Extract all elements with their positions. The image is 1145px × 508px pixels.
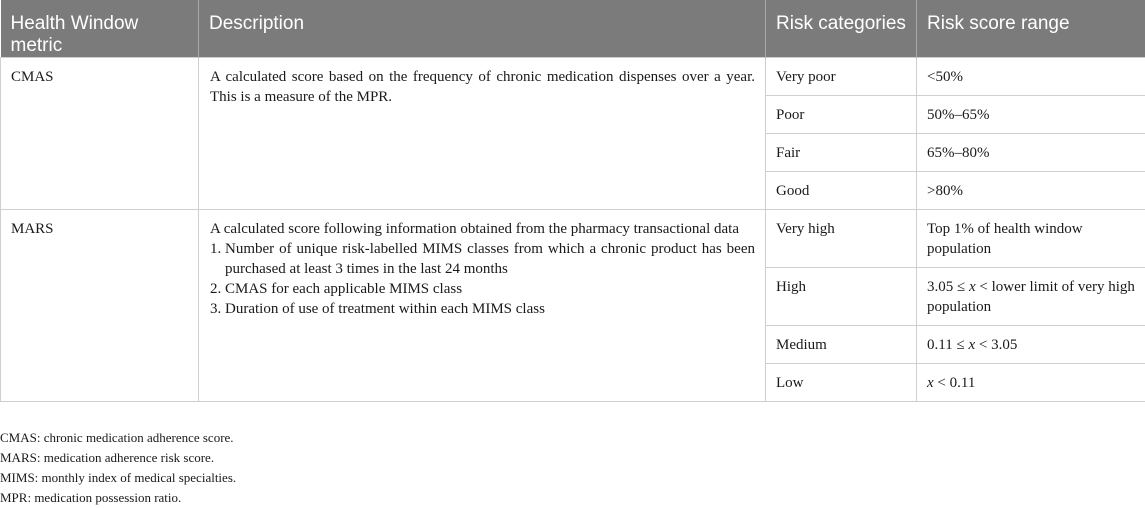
list-item-text: Duration of use of treatment within each MIMS class [225, 301, 545, 317]
range-suffix: < 3.05 [975, 337, 1017, 353]
metric-cmas: CMAS [1, 58, 199, 210]
risk-score-range [917, 364, 1145, 402]
footnote: MARS: medication adherence risk score. [0, 448, 236, 468]
range-suffix: < lower limit of very high population [927, 279, 1135, 315]
risk-category: Medium [766, 326, 917, 364]
risk-score-range [917, 326, 1145, 364]
table-row [1, 210, 1145, 268]
header-metric: Health Window metric [1, 0, 199, 58]
risk-score-range: >80% [917, 172, 1145, 210]
list-item [210, 299, 755, 319]
risk-category: Low [766, 364, 917, 402]
list-item-text: CMAS for each applicable MIMS class [225, 281, 462, 297]
metric-mars: MARS [1, 210, 199, 402]
list-item-number: 2. [210, 279, 221, 299]
footnote: MIMS: monthly index of medical specialties. [0, 468, 236, 488]
table-row [1, 58, 1145, 96]
risk-category: Very poor [766, 58, 917, 96]
range-variable: x [969, 279, 976, 295]
description-mars-intro: A calculated score following information obtained from the pharmacy transactional data [210, 219, 755, 239]
list-item [210, 239, 755, 279]
risk-score-range: 50%–65% [917, 96, 1145, 134]
risk-category: High [766, 268, 917, 326]
description-mars-list [210, 239, 755, 319]
risk-score-range: Top 1% of health window population [917, 210, 1145, 268]
range-prefix: 0.11 ≤ [927, 337, 968, 353]
risk-score-range: 65%–80% [917, 134, 1145, 172]
range-variable: x [927, 375, 934, 391]
header-description: Description [199, 0, 766, 58]
list-item-number: 3. [210, 299, 221, 319]
list-item [210, 279, 755, 299]
description-mars [199, 210, 766, 402]
list-item-text: Number of unique risk-labelled MIMS classes from which a chronic product has been purchased at least 3 times in the last 24 months [225, 241, 755, 277]
range-prefix: 3.05 ≤ [927, 279, 969, 295]
risk-category: Poor [766, 96, 917, 134]
description-cmas [199, 58, 766, 210]
risk-category: Good [766, 172, 917, 210]
risk-category: Very high [766, 210, 917, 268]
risk-score-range: <50% [917, 58, 1145, 96]
footnote: MPR: medication possession ratio. [0, 488, 236, 508]
risk-score-range [917, 268, 1145, 326]
risk-category: Fair [766, 134, 917, 172]
range-suffix: < 0.11 [934, 375, 976, 391]
footnotes [0, 428, 236, 508]
footnote: CMAS: chronic medication adherence score. [0, 428, 236, 448]
list-item-number: 1. [210, 239, 221, 259]
range-variable: x [968, 337, 975, 353]
table-header-row [1, 0, 1145, 58]
header-risk-categories: Risk categories [766, 0, 917, 58]
description-cmas-text: A calculated score based on the frequency of chronic medication dispenses over a year. This is a measure of the MPR. [210, 67, 755, 107]
header-risk-score-range: Risk score range [917, 0, 1145, 58]
